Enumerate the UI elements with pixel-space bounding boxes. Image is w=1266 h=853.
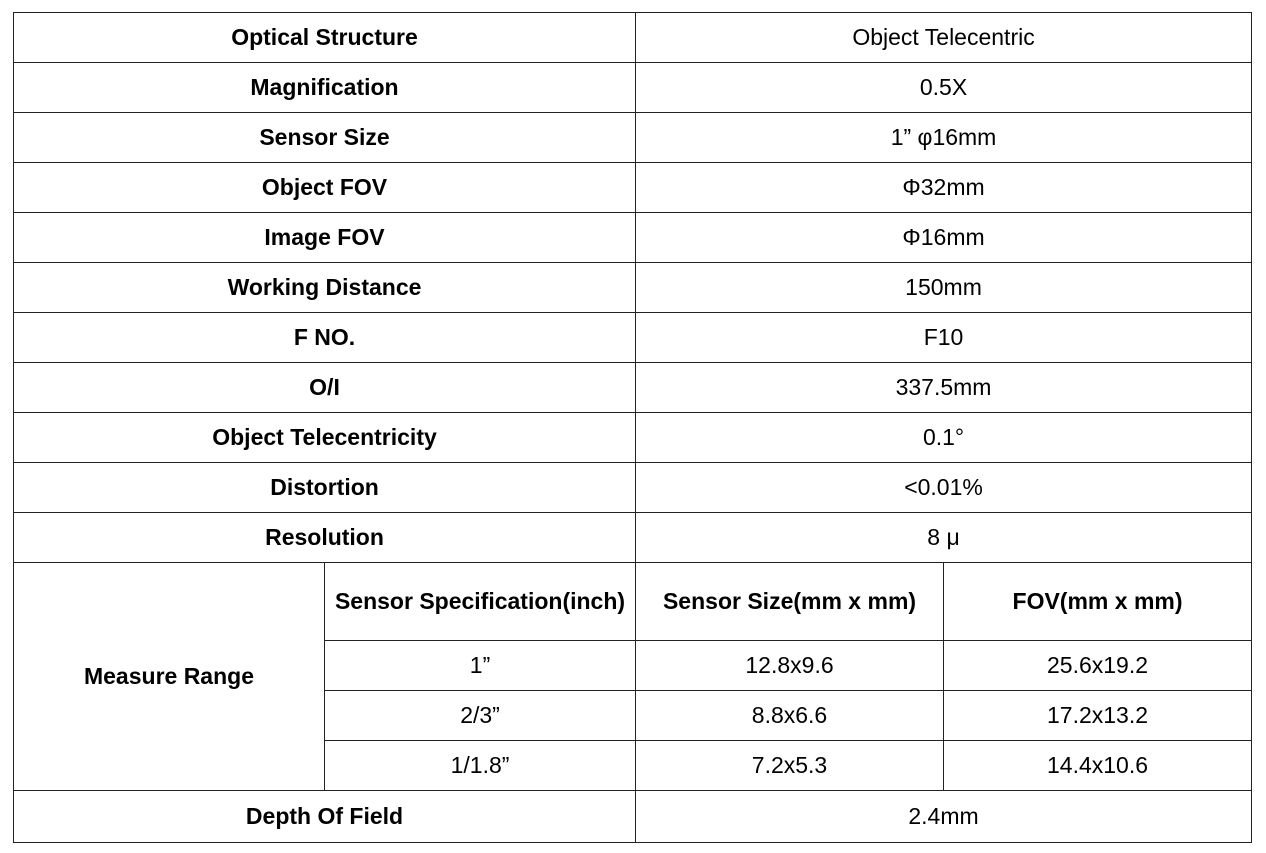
fov-cell: 14.4x10.6: [944, 741, 1252, 791]
spec-value: 1” φ16mm: [636, 113, 1252, 163]
depth-of-field-label: Depth Of Field: [14, 791, 636, 843]
measure-range-header-row: [14, 563, 1252, 641]
spec-value: 0.1°: [636, 413, 1252, 463]
measure-range-label: Measure Range: [14, 563, 325, 791]
spec-value: 150mm: [636, 263, 1252, 313]
sensor-spec-cell: 2/3”: [325, 691, 636, 741]
sensor-spec-cell: 1/1.8”: [325, 741, 636, 791]
spec-label: O/I: [14, 363, 636, 413]
table-row: [14, 163, 1252, 213]
spec-label: Resolution: [14, 513, 636, 563]
sensor-size-cell: 8.8x6.6: [636, 691, 944, 741]
spec-label: Working Distance: [14, 263, 636, 313]
spec-label: Object FOV: [14, 163, 636, 213]
table-row: [14, 13, 1252, 63]
spec-value: Φ16mm: [636, 213, 1252, 263]
table-row: [14, 213, 1252, 263]
fov-cell: 17.2x13.2: [944, 691, 1252, 741]
table-row: [14, 413, 1252, 463]
sensor-size-cell: 12.8x9.6: [636, 641, 944, 691]
spec-label: Optical Structure: [14, 13, 636, 63]
table-row: [14, 513, 1252, 563]
spec-value: 337.5mm: [636, 363, 1252, 413]
measure-range-column-header: Sensor Specification(inch): [325, 563, 636, 641]
spec-value: <0.01%: [636, 463, 1252, 513]
spec-label: Magnification: [14, 63, 636, 113]
sensor-spec-cell: 1”: [325, 641, 636, 691]
table-row: [14, 791, 1252, 843]
table-row: [14, 363, 1252, 413]
spec-value: 8 μ: [636, 513, 1252, 563]
sensor-size-cell: 7.2x5.3: [636, 741, 944, 791]
spec-label: Sensor Size: [14, 113, 636, 163]
table-row: [14, 263, 1252, 313]
spec-value: Φ32mm: [636, 163, 1252, 213]
table-row: [14, 313, 1252, 363]
table-row: [14, 63, 1252, 113]
spec-table: [13, 12, 1252, 843]
spec-label: Object Telecentricity: [14, 413, 636, 463]
spec-label: Distortion: [14, 463, 636, 513]
fov-cell: 25.6x19.2: [944, 641, 1252, 691]
measure-range-column-header: Sensor Size(mm x mm): [636, 563, 944, 641]
table-row: [14, 463, 1252, 513]
spec-value: Object Telecentric: [636, 13, 1252, 63]
spec-value: 0.5X: [636, 63, 1252, 113]
spec-label: Image FOV: [14, 213, 636, 263]
table-row: [14, 113, 1252, 163]
depth-of-field-value: 2.4mm: [636, 791, 1252, 843]
spec-value: F10: [636, 313, 1252, 363]
spec-label: F NO.: [14, 313, 636, 363]
measure-range-column-header: FOV(mm x mm): [944, 563, 1252, 641]
